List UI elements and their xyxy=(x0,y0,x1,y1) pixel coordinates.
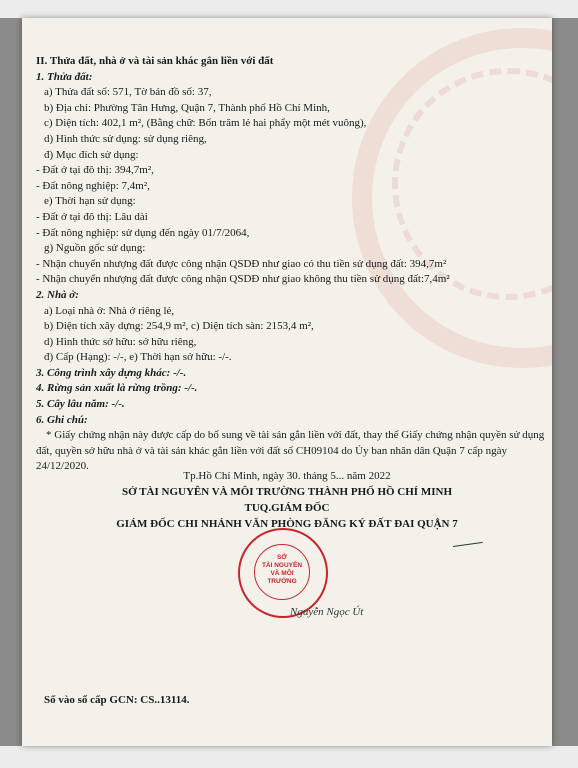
official-stamp xyxy=(238,528,328,618)
viewer-bottom-bar xyxy=(0,746,578,768)
land-term-heading: e) Thời hạn sử dụng: xyxy=(44,195,136,208)
notes-heading: 6. Ghi chú: xyxy=(36,413,88,426)
stamp-line-3: VÀ MÔI TRƯỜNG xyxy=(267,570,297,585)
gcn-entry: Số vào sổ cấp GCN: CS..13114. xyxy=(44,694,190,706)
date-line: Tp.Hồ Chí Minh, ngày 30. tháng 5... năm 2022 xyxy=(183,470,391,482)
house-ownership: d) Hình thức sở hữu: sở hữu riêng, xyxy=(44,335,197,348)
land-heading: 1. Thửa đất: xyxy=(36,70,93,83)
land-purpose-urban: - Đất ở tại đô thị: 394,7m², xyxy=(36,164,154,177)
signer-signature: Nguyễn Ngọc Út xyxy=(290,606,364,618)
land-area: c) Diện tích: 402,1 m², (Bằng chữ: Bốn trăm lẻ hai phẩy một mét vuông), xyxy=(44,117,367,130)
viewer-top-bar xyxy=(0,0,578,18)
land-parcel: a) Thửa đất số: 571, Tờ bản đồ số: 37, xyxy=(44,86,212,99)
stamp-inner xyxy=(254,544,310,600)
land-origin-1: - Nhận chuyển nhượng đất được công nhận QSDĐ như giao có thu tiền sử dụng đất: 394,7m² xyxy=(36,257,447,270)
land-use-form: d) Hình thức sử dụng: sử dụng riêng, xyxy=(44,132,207,145)
house-type: a) Loại nhà ở: Nhà ở riêng lẻ, xyxy=(44,304,175,317)
land-purpose-agri: - Đất nông nghiệp: 7,4m², xyxy=(36,179,150,192)
director-title: GIÁM ĐỐC CHI NHÁNH VĂN PHÒNG ĐĂNG KÝ ĐẤT ĐAI QUẬN 7 xyxy=(116,518,458,530)
land-term-agri: - Đất nông nghiệp: sử dụng đến ngày 01/7/2064, xyxy=(36,226,250,239)
house-grade: đ) Cấp (Hạng): -/-, e) Thời hạn sở hữu: -/-. xyxy=(44,351,232,364)
tuq-line: TUQ.GIÁM ĐỐC xyxy=(244,502,330,514)
land-purpose-heading: đ) Mục đích sử dụng: xyxy=(44,148,139,161)
initial-mark xyxy=(451,530,483,547)
land-term-urban: - Đất ở tại đô thị: Lâu dài xyxy=(36,210,148,223)
other-trees: 5. Cây lâu năm: -/-. xyxy=(36,398,125,411)
document-page xyxy=(22,18,552,746)
land-address: b) Địa chỉ: Phường Tân Hưng, Quận 7, Thành phố Hồ Chí Minh, xyxy=(44,101,330,114)
note-text: * Giấy chứng nhận này được cấp do bổ sung về tài sản gắn liền với đất, thay thế Giấy chứng nhận quyền sử dụng đất, quyền sở hữu nhà ở và tài sản khác gắn liền với đất số CH09104 do Ủy ban nhân dân Quận 7 cấp ngày 24/12/2020. xyxy=(36,429,545,473)
stamp-line-1: SỞ xyxy=(277,554,287,561)
other-construction: 3. Công trình xây dựng khác: -/-. xyxy=(36,366,187,379)
land-origin-2: - Nhận chuyển nhượng đất được công nhận QSDĐ như giao không thu tiền sử dụng đất:7,4m² xyxy=(36,273,450,286)
land-origin-heading: g) Nguồn gốc sử dụng: xyxy=(44,242,146,255)
department-name: SỞ TÀI NGUYÊN VÀ MÔI TRƯỜNG THÀNH PHỐ HỒ CHÍ MINH xyxy=(121,486,453,498)
house-areas: b) Diện tích xây dựng: 254,9 m², c) Diện tích sàn: 2153,4 m², xyxy=(44,320,314,333)
house-heading: 2. Nhà ở: xyxy=(36,288,79,301)
certificate-body xyxy=(36,54,546,475)
stamp-line-2: TÀI NGUYÊN xyxy=(261,562,303,569)
section-title: II. Thửa đất, nhà ở và tài sản khác gắn liền với đất xyxy=(36,55,274,67)
other-forest: 4. Rừng sản xuất là rừng trồng: -/-. xyxy=(36,382,198,395)
